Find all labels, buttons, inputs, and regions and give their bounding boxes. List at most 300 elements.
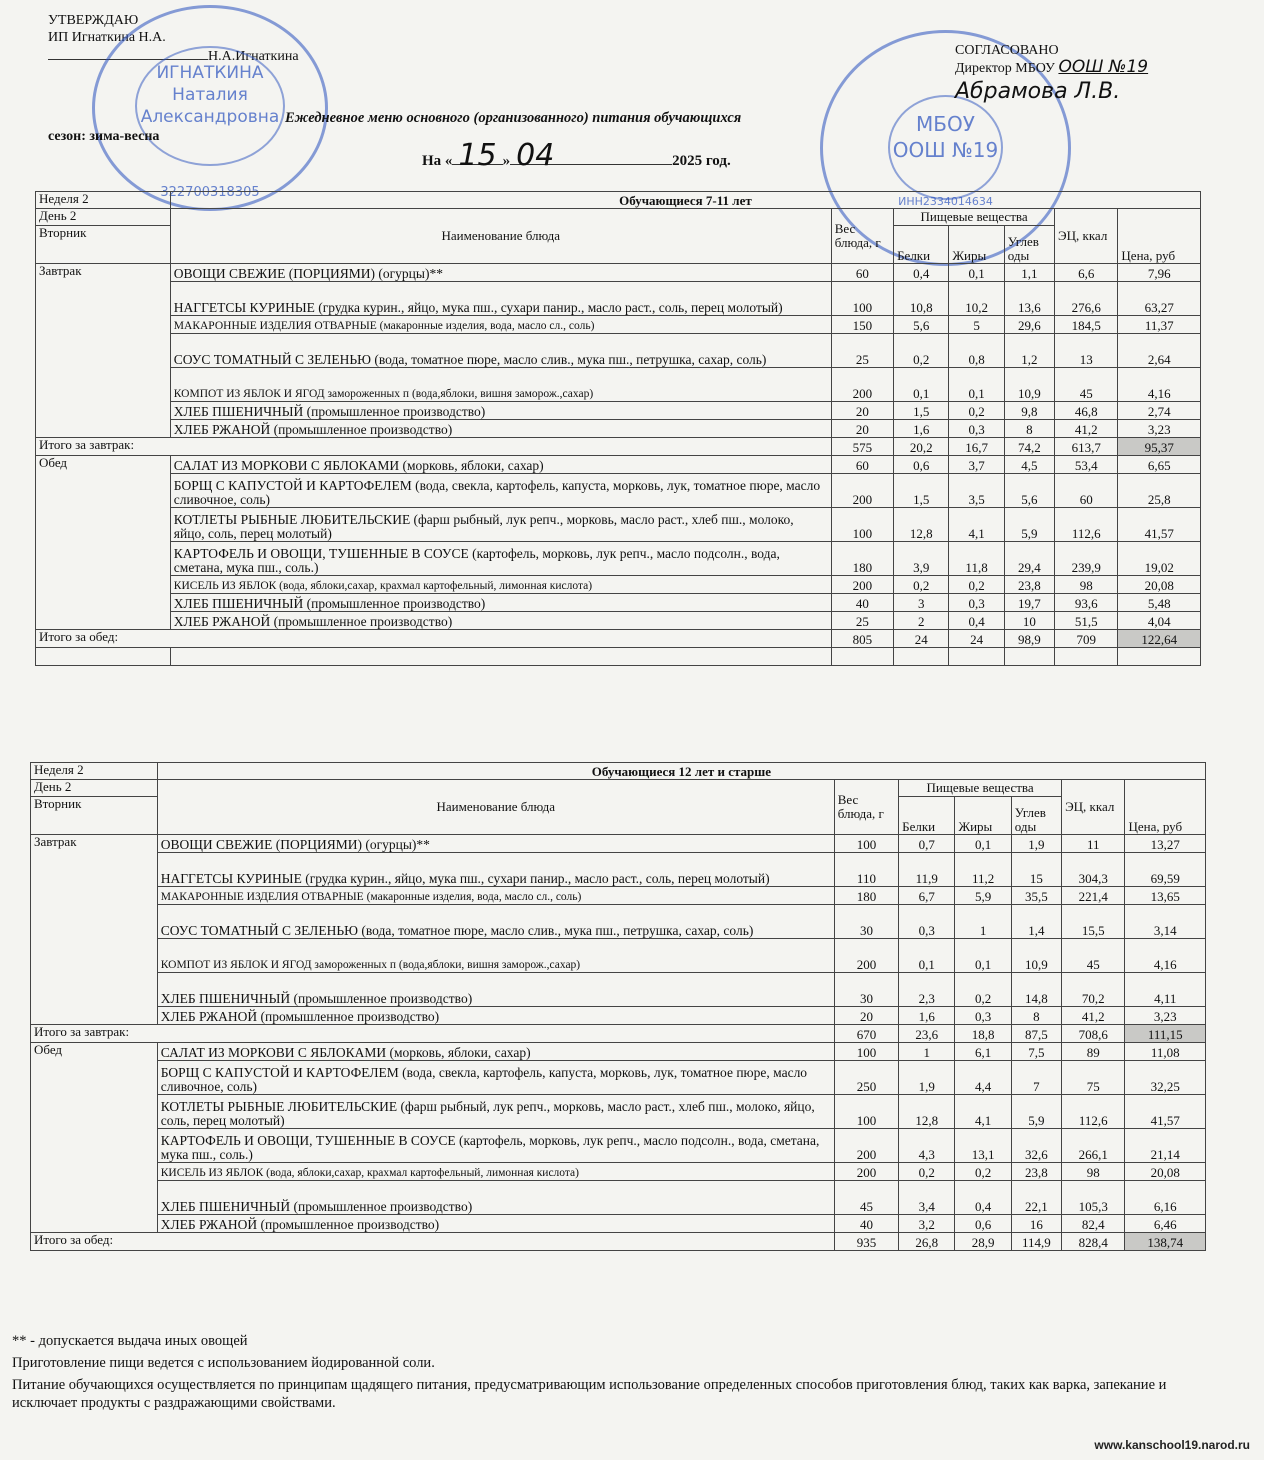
dish-f: 0,2 <box>955 1163 1011 1181</box>
dish-f: 0,2 <box>949 402 1004 420</box>
carbs-header: Углев оды <box>1011 797 1061 835</box>
table-row <box>31 1129 1206 1163</box>
empty-cell <box>894 648 949 666</box>
empty-cell <box>170 648 831 666</box>
total-c: 74,2 <box>1004 438 1054 456</box>
dish-e: 93,6 <box>1055 594 1118 612</box>
dish-e: 112,6 <box>1055 508 1118 542</box>
season-label: сезон: зима-весна <box>48 129 160 144</box>
dish-f: 3,7 <box>949 456 1004 474</box>
date-day: 15 <box>452 147 502 165</box>
breakfast-label: Завтрак <box>31 835 158 1025</box>
dish-price: 13,27 <box>1125 835 1206 853</box>
week-cell: Неделя 2 <box>36 192 171 209</box>
table-row <box>31 835 1206 853</box>
dish-w: 25 <box>831 612 893 630</box>
table-row <box>36 456 1201 474</box>
dish-p: 11,9 <box>899 853 955 887</box>
dish-c: 1,9 <box>1011 835 1061 853</box>
dish-price: 6,46 <box>1125 1215 1206 1233</box>
total-c: 87,5 <box>1011 1025 1061 1043</box>
empty-cell <box>949 648 1004 666</box>
dish-name: КОМПОТ ИЗ ЯБЛОК И ЯГОД замороженных п (вода,яблоки, вишня заморож.,сахар) <box>157 939 834 973</box>
dish-price: 6,65 <box>1118 456 1201 474</box>
weekday-cell: Вторник <box>31 797 158 835</box>
table-row <box>36 334 1201 368</box>
seal-stamp-left <box>92 5 328 211</box>
dish-w: 200 <box>834 1163 898 1181</box>
dish-name: ХЛЕБ ПШЕНИЧНЫЙ (промышленное производство) <box>170 594 831 612</box>
dish-name: СОУС ТОМАТНЫЙ С ЗЕЛЕНЬЮ (вода, томатное пюре, масло слив., мука пш., петрушка, сахар, соль) <box>170 334 831 368</box>
dish-name: БОРЩ С КАПУСТОЙ И КАРТОФЕЛЕМ (вода, свекла, картофель, капуста, морковь, лук, томатное пюре, масло сливочное, соль) <box>157 1061 834 1095</box>
total-price: 95,37 <box>1118 438 1201 456</box>
dish-f: 5 <box>949 316 1004 334</box>
dish-price: 20,08 <box>1118 576 1201 594</box>
table-row <box>36 282 1201 316</box>
total-w: 670 <box>834 1025 898 1043</box>
dish-e: 41,2 <box>1062 1007 1125 1025</box>
dish-e: 11 <box>1062 835 1125 853</box>
dish-c: 22,1 <box>1011 1181 1061 1215</box>
dish-w: 20 <box>831 402 893 420</box>
dish-w: 45 <box>834 1181 898 1215</box>
dish-price: 4,16 <box>1118 368 1201 402</box>
dish-p: 12,8 <box>899 1095 955 1129</box>
dish-price: 11,08 <box>1125 1043 1206 1061</box>
weight-header: Вес блюда, г <box>834 780 898 835</box>
dish-e: 98 <box>1055 576 1118 594</box>
dish-p: 1,6 <box>899 1007 955 1025</box>
dish-price: 25,8 <box>1118 474 1201 508</box>
dish-price: 11,37 <box>1118 316 1201 334</box>
dish-name: ХЛЕБ РЖАНОЙ (промышленное производство) <box>170 420 831 438</box>
dish-w: 30 <box>834 905 898 939</box>
dish-f: 6,1 <box>955 1043 1011 1061</box>
total-f: 24 <box>949 630 1004 648</box>
dish-name: ХЛЕБ РЖАНОЙ (промышленное производство) <box>157 1007 834 1025</box>
empty-cell <box>1004 648 1054 666</box>
dish-p: 3,2 <box>899 1215 955 1233</box>
dish-header: Наименование блюда <box>170 209 831 264</box>
group-title: Обучающиеся 7-11 лет <box>170 192 1200 209</box>
protein-header: Белки <box>894 226 949 264</box>
nutrients-header: Пищевые вещества <box>899 780 1062 797</box>
table-row <box>31 887 1206 905</box>
table-row <box>31 1163 1206 1181</box>
dish-c: 14,8 <box>1011 973 1061 1007</box>
dish-w: 200 <box>831 368 893 402</box>
table-row <box>36 542 1201 576</box>
seal-line2: ООШ №19 <box>892 138 999 162</box>
dish-name: МАКАРОННЫЕ ИЗДЕЛИЯ ОТВАРНЫЕ (макаронные изделия, вода, масло сл., соль) <box>157 887 834 905</box>
group-title: Обучающиеся 12 лет и старше <box>157 763 1205 780</box>
dish-e: 75 <box>1062 1061 1125 1095</box>
table-row <box>36 316 1201 334</box>
table-row <box>36 612 1201 630</box>
dish-w: 110 <box>834 853 898 887</box>
dish-name: СОУС ТОМАТНЫЙ С ЗЕЛЕНЬЮ (вода, томатное пюре, масло слив., мука пш., петрушка, сахар, соль) <box>157 905 834 939</box>
dish-f: 4,4 <box>955 1061 1011 1095</box>
table-row <box>36 474 1201 508</box>
table-row <box>31 1043 1206 1061</box>
dish-name: КОТЛЕТЫ РЫБНЫЕ ЛЮБИТЕЛЬСКИЕ (фарш рыбный, лук репч., морковь, масло раст., хлеб пш., молоко, яйцо, соль, перец молотый) <box>157 1095 834 1129</box>
total-e: 709 <box>1055 630 1118 648</box>
dish-c: 15 <box>1011 853 1061 887</box>
dish-e: 45 <box>1062 939 1125 973</box>
seal-inner <box>888 95 1003 200</box>
protein-header: Белки <box>899 797 955 835</box>
dish-c: 19,7 <box>1004 594 1054 612</box>
total-row <box>36 438 1201 456</box>
total-c: 114,9 <box>1011 1233 1061 1251</box>
dish-e: 51,5 <box>1055 612 1118 630</box>
dish-price: 3,23 <box>1125 1007 1206 1025</box>
dish-c: 29,6 <box>1004 316 1054 334</box>
dish-c: 9,8 <box>1004 402 1054 420</box>
total-row <box>36 630 1201 648</box>
dish-name: ХЛЕБ РЖАНОЙ (промышленное производство) <box>170 612 831 630</box>
dish-name: САЛАТ ИЗ МОРКОВИ С ЯБЛОКАМИ (морковь, яблоки, сахар) <box>157 1043 834 1061</box>
dish-name: НАГГЕТСЫ КУРИНЫЕ (грудка курин., яйцо, мука пш., сухари панир., масло раст., соль, перец молотый) <box>170 282 831 316</box>
header-row <box>31 763 1206 780</box>
dish-name: ОВОЩИ СВЕЖИЕ (ПОРЦИЯМИ) (огурцы)** <box>170 264 831 282</box>
energy-header: ЭЦ, ккал <box>1055 209 1118 264</box>
dish-w: 200 <box>831 576 893 594</box>
dish-c: 7 <box>1011 1061 1061 1095</box>
dish-c: 8 <box>1011 1007 1061 1025</box>
dish-e: 221,4 <box>1062 887 1125 905</box>
dish-price: 69,59 <box>1125 853 1206 887</box>
total-label: Итого за обед: <box>31 1233 835 1251</box>
dish-header: Наименование блюда <box>157 780 834 835</box>
dish-e: 98 <box>1062 1163 1125 1181</box>
dish-p: 1 <box>899 1043 955 1061</box>
table-row <box>31 1095 1206 1129</box>
dish-f: 0,1 <box>955 939 1011 973</box>
total-p: 26,8 <box>899 1233 955 1251</box>
total-f: 18,8 <box>955 1025 1011 1043</box>
total-price: 122,64 <box>1118 630 1201 648</box>
dish-w: 180 <box>834 887 898 905</box>
dish-w: 180 <box>831 542 893 576</box>
dish-w: 30 <box>834 973 898 1007</box>
dish-p: 0,2 <box>899 1163 955 1181</box>
header-row <box>36 192 1201 209</box>
table-row <box>31 905 1206 939</box>
dish-c: 16 <box>1011 1215 1061 1233</box>
total-w: 935 <box>834 1233 898 1251</box>
dish-c: 1,2 <box>1004 334 1054 368</box>
dish-w: 100 <box>831 282 893 316</box>
dish-f: 0,2 <box>949 576 1004 594</box>
dish-f: 0,2 <box>955 973 1011 1007</box>
total-label: Итого за завтрак: <box>36 438 832 456</box>
dish-f: 0,3 <box>949 420 1004 438</box>
dish-p: 6,7 <box>899 887 955 905</box>
notes <box>12 1332 1222 1416</box>
dish-name: КИСЕЛЬ ИЗ ЯБЛОК (вода, яблоки,сахар, крахмал картофельный, лимонная кислота) <box>170 576 831 594</box>
agree-title: СОГЛАСОВАНО <box>955 43 1059 58</box>
empty-cell <box>1055 648 1118 666</box>
dish-p: 3,9 <box>894 542 949 576</box>
total-e: 708,6 <box>1062 1025 1125 1043</box>
dish-f: 11,2 <box>955 853 1011 887</box>
dish-e: 266,1 <box>1062 1129 1125 1163</box>
dish-c: 8 <box>1004 420 1054 438</box>
table-row <box>36 594 1201 612</box>
empty-cell <box>1118 648 1201 666</box>
dish-p: 12,8 <box>894 508 949 542</box>
date-month: 04 <box>510 147 672 165</box>
dish-p: 0,3 <box>899 905 955 939</box>
dish-w: 100 <box>831 508 893 542</box>
dish-f: 5,9 <box>955 887 1011 905</box>
total-label: Итого за завтрак: <box>31 1025 835 1043</box>
total-p: 24 <box>894 630 949 648</box>
weight-header: Вес блюда, г <box>831 209 893 264</box>
nutrients-header: Пищевые вещества <box>894 209 1055 226</box>
menu-table-7-11 <box>35 191 1201 666</box>
table-row <box>31 1181 1206 1215</box>
dish-f: 0,1 <box>949 264 1004 282</box>
table-row <box>36 576 1201 594</box>
page-title: Ежедневное меню основного (организованного) питания обучающихся <box>285 110 742 126</box>
dish-e: 89 <box>1062 1043 1125 1061</box>
table-row <box>31 853 1206 887</box>
dish-e: 15,5 <box>1062 905 1125 939</box>
table-row <box>36 264 1201 282</box>
price-header: Цена, руб <box>1118 209 1201 264</box>
dish-f: 0,3 <box>949 594 1004 612</box>
dish-c: 10 <box>1004 612 1054 630</box>
dish-f: 3,5 <box>949 474 1004 508</box>
note-2: Приготовление пищи ведется с использованием йодированной соли. <box>12 1355 435 1371</box>
dish-w: 40 <box>831 594 893 612</box>
table-row <box>31 1061 1206 1095</box>
dish-f: 11,8 <box>949 542 1004 576</box>
seal-line3: Александровна <box>140 107 280 127</box>
empty-cell <box>831 648 893 666</box>
dish-c: 23,8 <box>1011 1163 1061 1181</box>
dish-f: 1 <box>955 905 1011 939</box>
total-f: 28,9 <box>955 1233 1011 1251</box>
dish-c: 5,9 <box>1004 508 1054 542</box>
total-label: Итого за обед: <box>36 630 832 648</box>
seal-number: 322700318305 <box>160 185 260 200</box>
table-row <box>31 1007 1206 1025</box>
dish-p: 2,3 <box>899 973 955 1007</box>
agree-director <box>955 59 1148 77</box>
footer-url: www.kanschool19.narod.ru <box>1094 1438 1250 1452</box>
agreement-block <box>955 42 1149 104</box>
total-p: 20,2 <box>894 438 949 456</box>
dish-price: 32,25 <box>1125 1061 1206 1095</box>
dish-p: 0,2 <box>894 576 949 594</box>
dish-e: 13 <box>1055 334 1118 368</box>
dish-e: 60 <box>1055 474 1118 508</box>
dish-f: 0,8 <box>949 334 1004 368</box>
total-price: 111,15 <box>1125 1025 1206 1043</box>
dish-w: 20 <box>831 420 893 438</box>
dish-price: 13,65 <box>1125 887 1206 905</box>
dish-name: КАРТОФЕЛЬ И ОВОЩИ, ТУШЕННЫЕ В СОУСЕ (картофель, морковь, лук репч., масло подсолн., вода, сметана, мука пш., соль.) <box>170 542 831 576</box>
price-header: Цена, руб <box>1125 780 1206 835</box>
dish-e: 239,9 <box>1055 542 1118 576</box>
dish-name: ХЛЕБ РЖАНОЙ (промышленное производство) <box>157 1215 834 1233</box>
dish-c: 5,9 <box>1011 1095 1061 1129</box>
dish-c: 10,9 <box>1004 368 1054 402</box>
agree-school-handwritten: ООШ №19 <box>1058 57 1149 77</box>
seal-line2: Наталия <box>172 85 248 105</box>
dish-e: 304,3 <box>1062 853 1125 887</box>
dish-price: 2,74 <box>1118 402 1201 420</box>
dish-c: 5,6 <box>1004 474 1054 508</box>
note-3: Питание обучающихся осуществляется по принципам щадящего питания, предусматривающим использование определенных способов приготовления блюд, таких как варка, запекание и исключает продукты с раздражающими свойствами. <box>12 1377 1167 1411</box>
day-cell: День 2 <box>31 780 158 797</box>
header-row <box>31 780 1206 797</box>
dish-name: САЛАТ ИЗ МОРКОВИ С ЯБЛОКАМИ (морковь, яблоки, сахар) <box>170 456 831 474</box>
dish-c: 23,8 <box>1004 576 1054 594</box>
dish-e: 184,5 <box>1055 316 1118 334</box>
dish-w: 40 <box>834 1215 898 1233</box>
dish-name: МАКАРОННЫЕ ИЗДЕЛИЯ ОТВАРНЫЕ (макаронные изделия, вода, масло сл., соль) <box>170 316 831 334</box>
dish-w: 150 <box>831 316 893 334</box>
dish-f: 0,3 <box>955 1007 1011 1025</box>
dish-w: 100 <box>834 1043 898 1061</box>
table-row <box>31 939 1206 973</box>
dish-c: 32,6 <box>1011 1129 1061 1163</box>
dish-price: 19,02 <box>1118 542 1201 576</box>
dish-c: 10,9 <box>1011 939 1061 973</box>
total-row <box>31 1233 1206 1251</box>
dish-e: 41,2 <box>1055 420 1118 438</box>
table-row <box>36 420 1201 438</box>
dish-p: 2 <box>894 612 949 630</box>
dish-price: 3,14 <box>1125 905 1206 939</box>
table-row <box>36 508 1201 542</box>
seal-inn: ИНН2334014634 <box>898 195 993 208</box>
dish-name: ХЛЕБ ПШЕНИЧНЫЙ (промышленное производство) <box>170 402 831 420</box>
day-cell: День 2 <box>36 209 171 226</box>
dish-p: 5,6 <box>894 316 949 334</box>
dish-f: 4,1 <box>949 508 1004 542</box>
dish-f: 10,2 <box>949 282 1004 316</box>
dish-w: 100 <box>834 835 898 853</box>
breakfast-label: Завтрак <box>36 264 171 438</box>
weekday-cell: Вторник <box>36 226 171 264</box>
date-prefix: На « <box>422 153 453 169</box>
dish-name: ХЛЕБ ПШЕНИЧНЫЙ (промышленное производство) <box>157 1181 834 1215</box>
dish-price: 21,14 <box>1125 1129 1206 1163</box>
dish-e: 105,3 <box>1062 1181 1125 1215</box>
dish-w: 200 <box>831 474 893 508</box>
dish-f: 4,1 <box>955 1095 1011 1129</box>
dish-price: 4,16 <box>1125 939 1206 973</box>
seal-inner <box>135 46 285 166</box>
fat-header: Жиры <box>949 226 1004 264</box>
empty-cell <box>36 648 171 666</box>
dish-name: БОРЩ С КАПУСТОЙ И КАРТОФЕЛЕМ (вода, свекла, картофель, капуста, морковь, лук, томатное пюре, масло сливочное, соль) <box>170 474 831 508</box>
dish-e: 6,6 <box>1055 264 1118 282</box>
dish-w: 60 <box>831 456 893 474</box>
dish-e: 70,2 <box>1062 973 1125 1007</box>
dish-w: 100 <box>834 1095 898 1129</box>
dish-w: 20 <box>834 1007 898 1025</box>
total-e: 613,7 <box>1055 438 1118 456</box>
date-line <box>422 138 731 173</box>
dish-e: 45 <box>1055 368 1118 402</box>
dish-f: 0,4 <box>949 612 1004 630</box>
table-row <box>36 402 1201 420</box>
dish-p: 0,1 <box>894 368 949 402</box>
dish-price: 20,08 <box>1125 1163 1206 1181</box>
total-c: 98,9 <box>1004 630 1054 648</box>
dish-p: 3,4 <box>899 1181 955 1215</box>
dish-name: НАГГЕТСЫ КУРИНЫЕ (грудка курин., яйцо, мука пш., сухари панир., масло раст., соль, перец молотый) <box>157 853 834 887</box>
dish-p: 3 <box>894 594 949 612</box>
dish-c: 13,6 <box>1004 282 1054 316</box>
lunch-label: Обед <box>36 456 171 630</box>
dish-e: 276,6 <box>1055 282 1118 316</box>
dish-e: 112,6 <box>1062 1095 1125 1129</box>
dish-price: 7,96 <box>1118 264 1201 282</box>
total-p: 23,6 <box>899 1025 955 1043</box>
total-f: 16,7 <box>949 438 1004 456</box>
note-1: ** - допускается выдача иных овощей <box>12 1333 248 1349</box>
table-row <box>31 973 1206 1007</box>
dish-p: 10,8 <box>894 282 949 316</box>
dish-f: 0,1 <box>955 835 1011 853</box>
dish-c: 1,4 <box>1011 905 1061 939</box>
agree-signature: Абрамова Л.В. <box>955 79 1121 104</box>
approve-org: ИП Игнаткина Н.А. <box>48 30 166 45</box>
dish-p: 0,2 <box>894 334 949 368</box>
dish-name: ОВОЩИ СВЕЖИЕ (ПОРЦИЯМИ) (огурцы)** <box>157 835 834 853</box>
date-suffix: 2025 год. <box>672 153 731 169</box>
total-e: 828,4 <box>1062 1233 1125 1251</box>
table-row <box>36 368 1201 402</box>
dish-p: 1,6 <box>894 420 949 438</box>
dish-price: 5,48 <box>1118 594 1201 612</box>
dish-f: 13,1 <box>955 1129 1011 1163</box>
dish-p: 1,9 <box>899 1061 955 1095</box>
dish-c: 1,1 <box>1004 264 1054 282</box>
dish-c: 4,5 <box>1004 456 1054 474</box>
dish-p: 0,6 <box>894 456 949 474</box>
dish-w: 60 <box>831 264 893 282</box>
dish-price: 3,23 <box>1118 420 1201 438</box>
total-row <box>31 1025 1206 1043</box>
date-mid: » <box>502 153 511 169</box>
dish-p: 0,1 <box>899 939 955 973</box>
dish-p: 1,5 <box>894 474 949 508</box>
dish-p: 1,5 <box>894 402 949 420</box>
menu-table-12-plus <box>30 762 1206 1251</box>
dish-e: 46,8 <box>1055 402 1118 420</box>
dish-price: 6,16 <box>1125 1181 1206 1215</box>
dish-price: 4,11 <box>1125 973 1206 1007</box>
table-row <box>31 1215 1206 1233</box>
dish-price: 41,57 <box>1125 1095 1206 1129</box>
energy-header: ЭЦ, ккал <box>1062 780 1125 835</box>
dish-p: 4,3 <box>899 1129 955 1163</box>
week-cell: Неделя 2 <box>31 763 158 780</box>
dish-f: 0,6 <box>955 1215 1011 1233</box>
header-row <box>36 209 1201 226</box>
dish-c: 7,5 <box>1011 1043 1061 1061</box>
dish-price: 2,64 <box>1118 334 1201 368</box>
dish-e: 53,4 <box>1055 456 1118 474</box>
